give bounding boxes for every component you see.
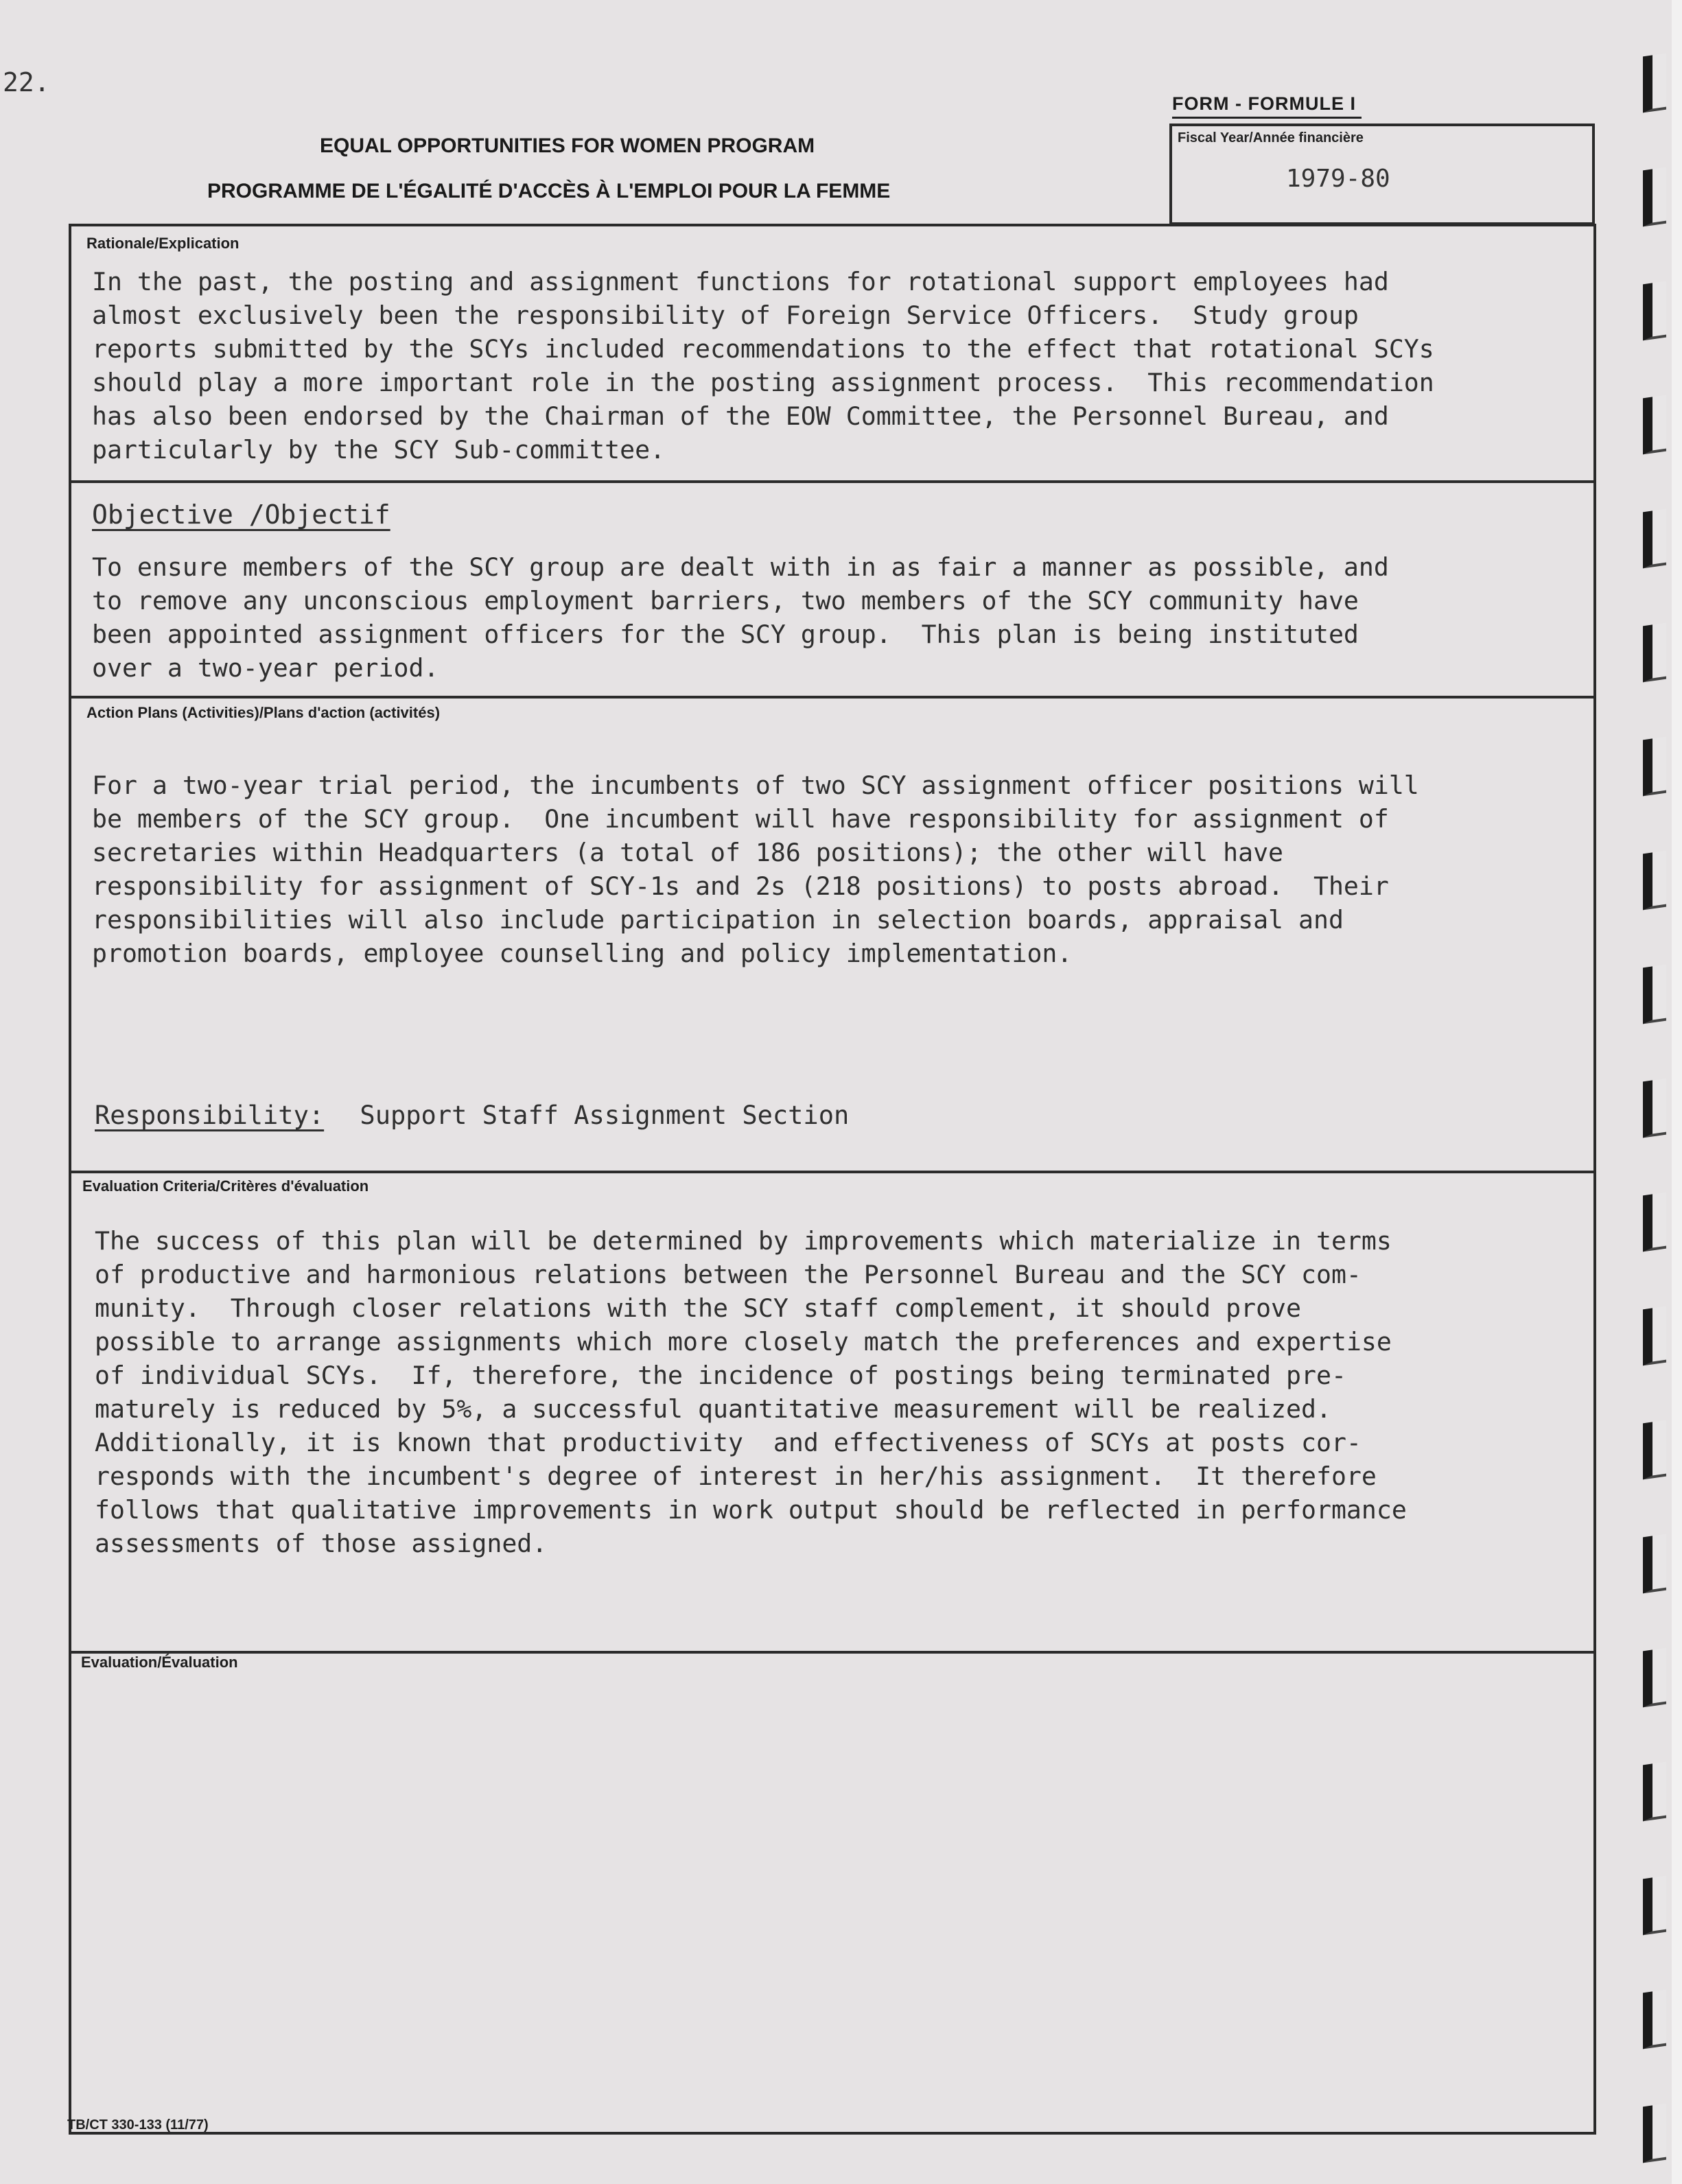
fiscal-year-label: Fiscal Year/Année financière [1178,130,1364,145]
section-divider [71,1171,1593,1173]
action-plans-label: Action Plans (Activities)/Plans d'action (activités) [86,704,441,721]
evaluation-criteria-label: Evaluation Criteria/Critères d'évaluation [82,1177,369,1195]
rationale-text: In the past, the posting and assignment functions for rotational support employees had almost exclusively been the responsibility of Foreign Service Officers. Study group reports submitted by the SCYs included recommendations to the effect that rotational SCYs should play a more important role in the posting assignment process. This recommendation has also been endorsed by the Chairman of the EOW Committee, the Personnel Bureau, and particularly by the SCY Sub-committee. [92,267,1434,465]
binding-ring [1643,1990,1666,2050]
rationale-label: Rationale/Explication [86,235,240,252]
section-divider [71,1651,1593,1654]
binding-ring [1643,851,1666,911]
form-code: TB/CT 330-133 (11/77) [67,2117,209,2133]
binding-ring [1643,167,1666,227]
responsibility-row [95,1101,849,1130]
binding-ring [1643,509,1666,569]
binding-ring [1643,623,1666,683]
spiral-binding [1643,0,1682,2184]
evaluation-label: Evaluation/Évaluation [81,1654,238,1671]
binding-ring [1643,1762,1666,1822]
binding-ring [1643,1876,1666,1936]
fiscal-year-box [1169,124,1595,225]
objective-text: To ensure members of the SCY group are dealt with in as fair a manner as possible, and to remove any unconscious employment barriers, two members of the SCY community have been appointed assignment officers for the SCY group. This plan is being instituted over a two-year period. [92,552,1389,683]
section-divider [71,480,1593,483]
section-divider [71,696,1593,698]
action-plans-text: For a two-year trial period, the incumbents of two SCY assignment officer positions will be members of the SCY group. One incumbent will have responsibility for assignment of secretaries within Headquarters (a total of 186 positions); the other will have responsibility for assignment of SCY-1s and 2s (218 positions) to posts abroad. Their responsibilities will also include participation in selection boards, appraisal and promotion boards, employee counselling and policy implementation. [92,771,1419,968]
binding-ring [1643,737,1666,797]
binding-ring [1643,1079,1666,1138]
binding-ring [1643,965,1666,1024]
responsibility-label: Responsibility: [95,1101,325,1130]
binding-ring [1643,2104,1666,2163]
binding-ring [1643,395,1666,455]
form-label: FORM - FORMULE I [1172,93,1356,114]
binding-ring [1643,1420,1666,1480]
page-number: 22. [3,67,50,97]
fiscal-year-value: 1979-80 [1286,165,1390,193]
binding-ring [1643,1648,1666,1708]
binding-ring [1643,54,1666,113]
program-title-fr: PROGRAMME DE L'ÉGALITÉ D'ACCÈS À L'EMPLOI POUR LA FEMME [207,180,891,202]
binding-ring [1643,281,1666,341]
responsibility-value: Support Staff Assignment Section [360,1101,850,1130]
objective-heading: Objective /Objectif [92,500,390,530]
binding-ring [1643,1534,1666,1594]
binding-ring [1643,1193,1666,1252]
binding-ring [1643,1306,1666,1366]
program-title-en: EQUAL OPPORTUNITIES FOR WOMEN PROGRAM [320,134,815,157]
evaluation-criteria-text: The success of this plan will be determined by improvements which materialize in terms of productive and harmonious relations between the Personnel Bureau and the SCY com- munity. Through closer relations with the SCY staff complement, it should prove possible to arrange assignments which more closely match the preferences and expertise of individual SCYs. If, therefore, the incidence of postings being terminated pre- maturely is reduced by 5%, a successful quantitative measurement will be realized. Additionally, it is known that productivity and effectiveness of SCYs at posts cor- responds with the incumbent's degree of interest in her/his assignment. It therefore follows that qualitative improvements in work output should be reflected in performance assessments of those assigned. [95,1226,1407,1558]
